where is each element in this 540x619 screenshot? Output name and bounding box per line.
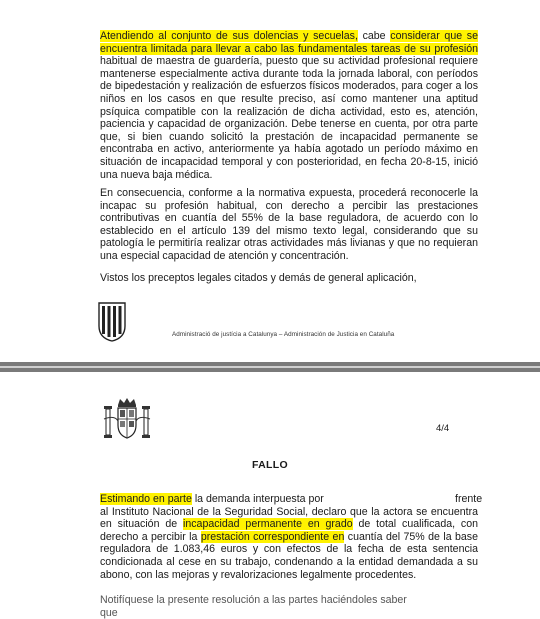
catalan-coat-of-arms-icon — [97, 302, 127, 342]
body-text: En consecuencia, conforme a la normativa expuesta, procederá reconocerle la incapac su profesión habitual, con derecho a percibir las prestaciones contributivas en cuantía del 55% de la base reguladora, de acuerdo con lo establecido en el artículo 139 del mismo texto legal, considerando que su patología le permitiría realizar otras actividades más livianas y que no requieran una especial capacidad de atención y concentración. — [100, 187, 478, 262]
paragraph-fallo — [100, 493, 478, 581]
section-heading-fallo: FALLO — [252, 459, 288, 471]
body-text: habitual de maestra de guardería, puesto que su actividad profesional requiere mantenerse especialmente activa durante toda la jornada laboral, con períodos de bipedestación y realización de esfuerzos físicos moderados, para coger a los niños en los casos en que resulte preciso, así como mantener una aptitud psíquica compatible con la realización de dicha actividad, esto es, atención, paciencia y capacidad de organización. Debe tenerse en cuenta, por otra parte que, si bien cuando solicitó la prestación de incapacidad permanente se encontraba en activo, anteriormente ya había agotado un período máximo en situación de incapacidad temporal y con posterioridad, en fecha 20-8-15, inició una nueva baja médica. — [100, 55, 478, 181]
highlight-text: considerar que se encuentra limitada para llevar a cabo las fundamentales tareas de su profesión — [100, 30, 478, 55]
body-text: Vistos los preceptos legales citados y demás de general aplicación, — [100, 272, 417, 284]
spanish-coat-of-arms-icon — [100, 397, 154, 443]
paragraph-consecuencia — [100, 187, 478, 263]
body-text: la demanda interpuesta por — [191, 493, 324, 505]
body-text: al Instituto Nacional de la Seguridad Social, declaro que la actora se encuentra en situación de — [100, 505, 478, 531]
body-text: cuantía del 75% de la base reguladora de 1.083,46 euros y con efectos de la fecha de esta sentencia condicionada al cese en su trabajo, condenando a la entidad demandada a su abono, con las mejoras y revalorizaciones legalmente procedentes. — [100, 530, 478, 581]
page-number: 4/4 — [436, 423, 450, 434]
highlight-text: Estimando en parte — [100, 493, 192, 505]
paragraph-dolencias — [100, 30, 478, 181]
paragraph-vistos — [100, 272, 478, 285]
body-text: cabe — [357, 30, 391, 42]
footer-administracion: Administració de justícia a Catalunya – Administración de Justicia en Cataluña — [172, 331, 395, 338]
word-frente: frente — [455, 493, 483, 505]
body-text: de total cualificada, con derecho a percibir la — [100, 518, 478, 543]
highlight-text: Atendiendo al conjunto de sus dolencias y secuelas, — [100, 30, 358, 42]
cut-off-text: Notifíquese la presente resolución a las partes haciéndoles saber que — [100, 594, 407, 619]
highlight-text: incapacidad permanente en grado — [183, 518, 353, 531]
page-separator — [0, 362, 540, 372]
highlight-text: prestación correspondiente en — [200, 530, 345, 543]
